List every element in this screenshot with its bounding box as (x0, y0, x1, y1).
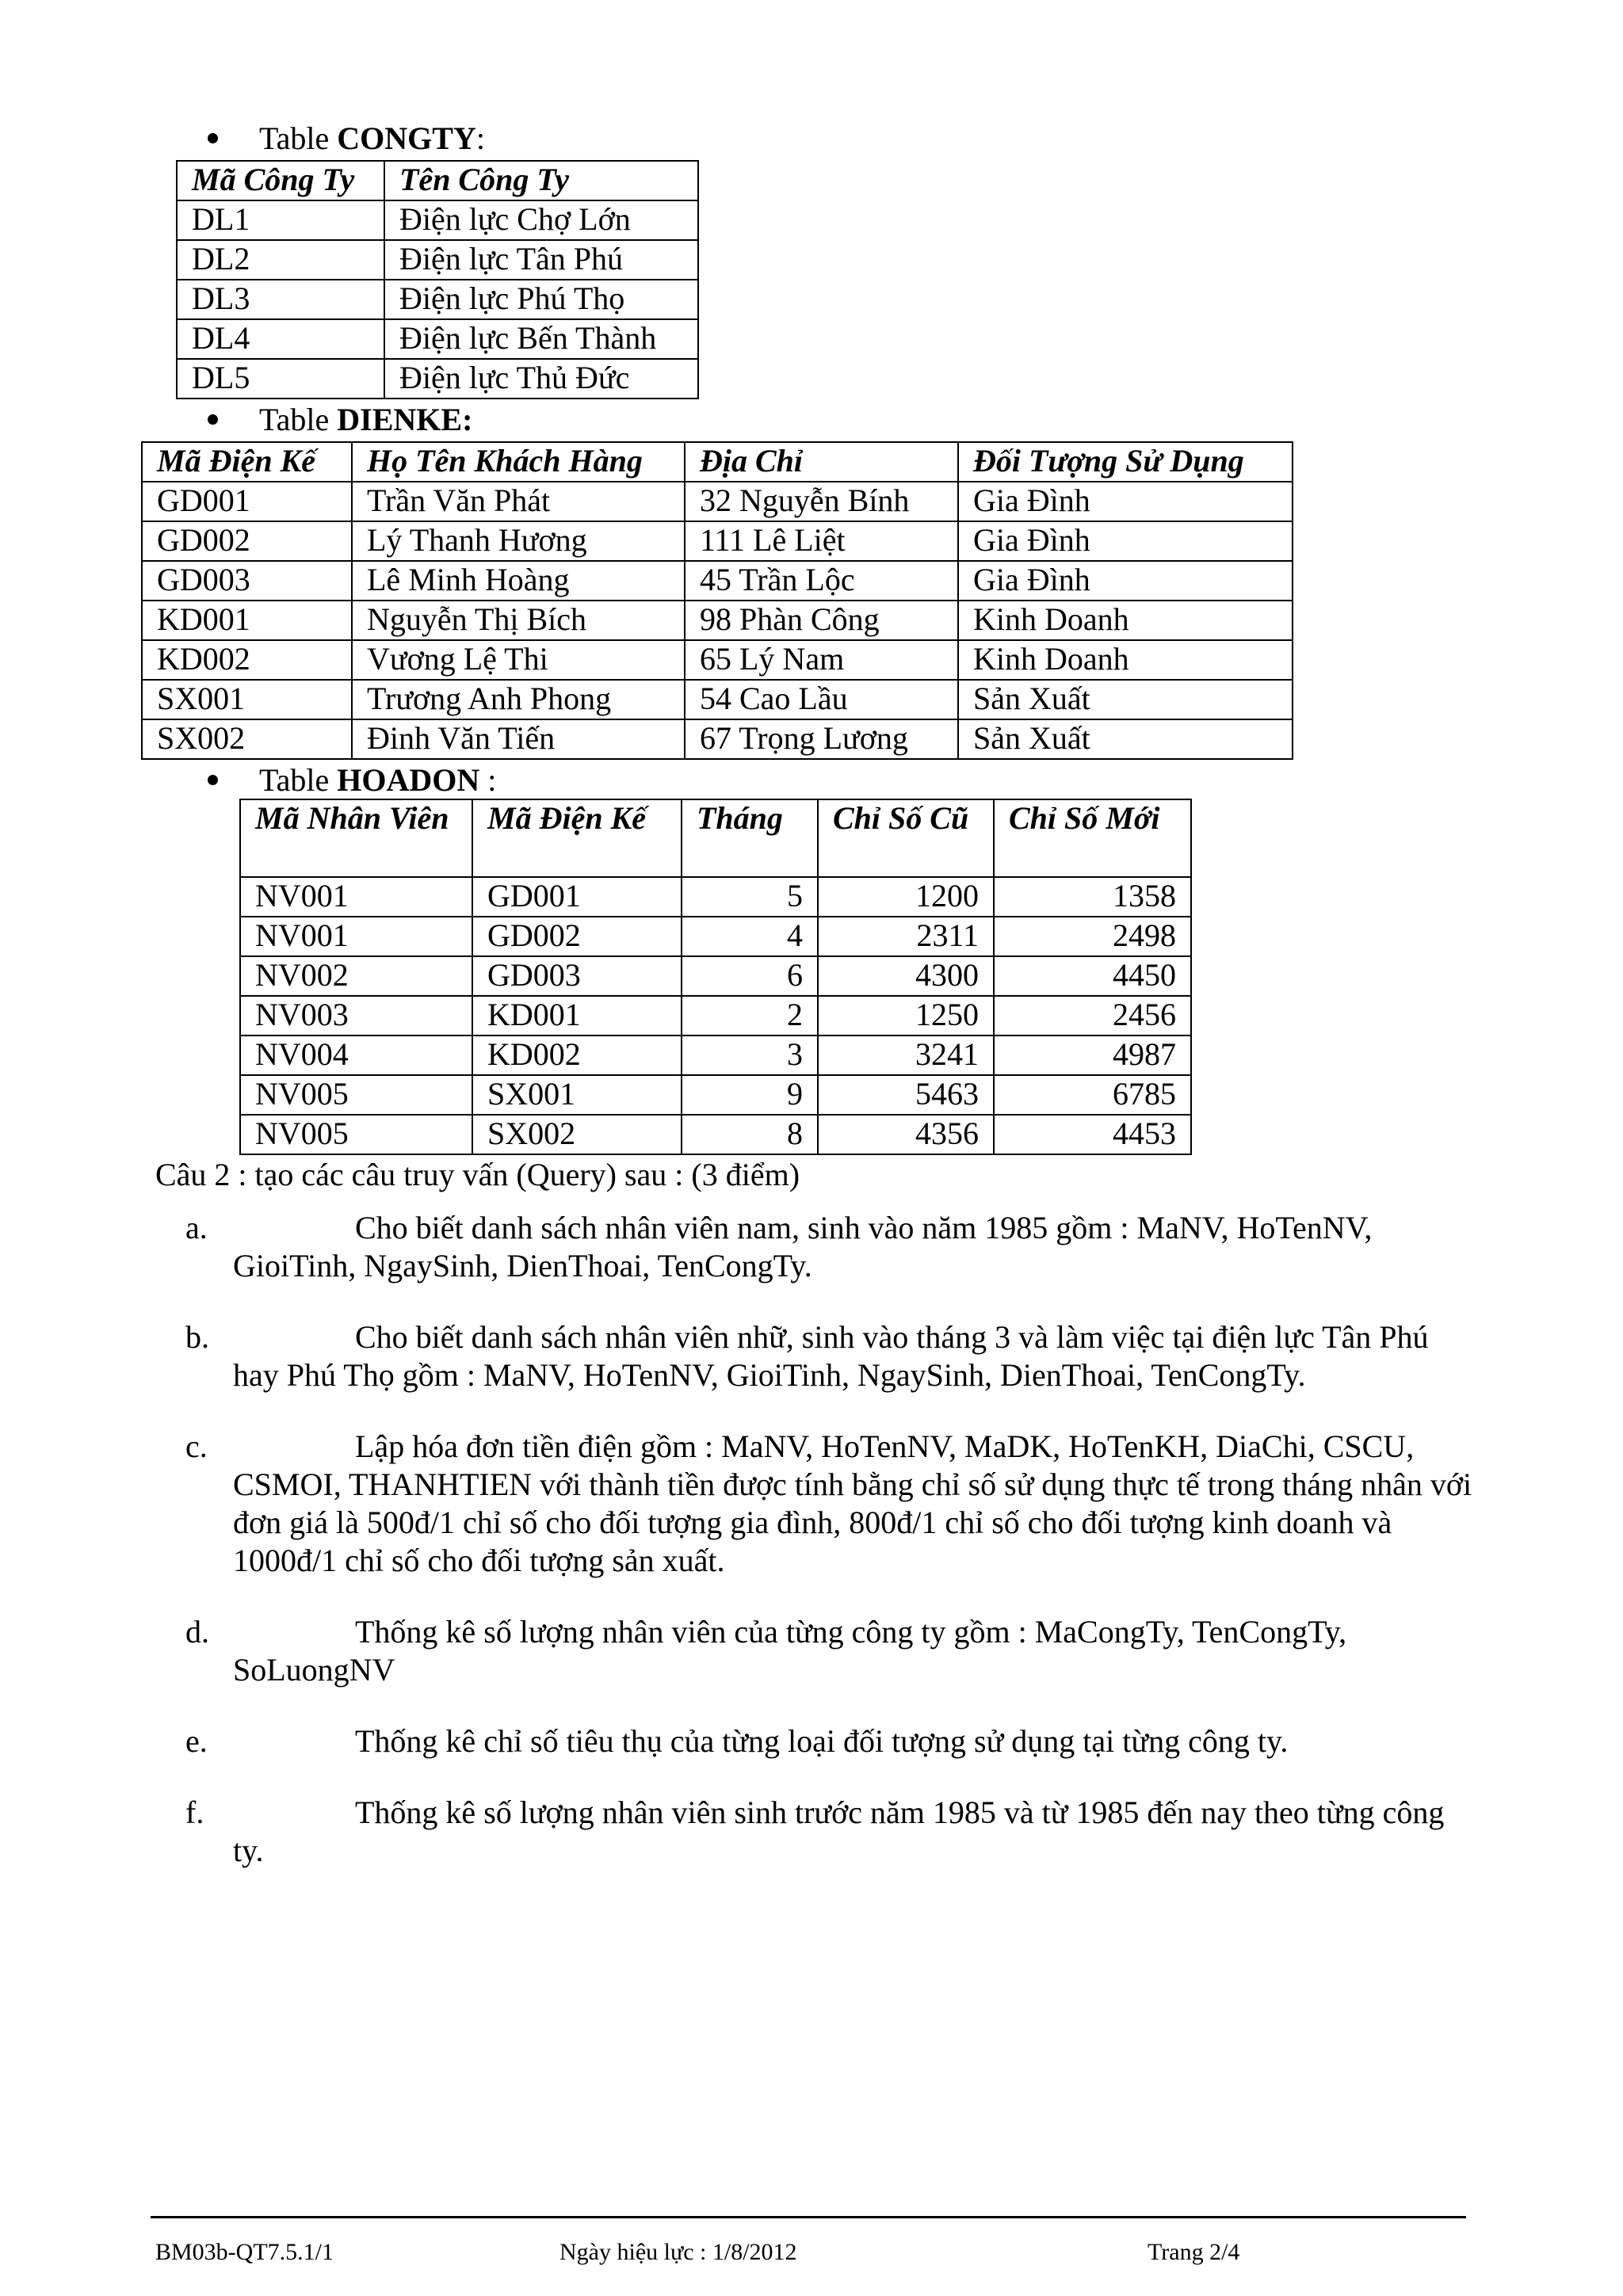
question-letter: a. (185, 1210, 208, 1245)
table-cell: Trần Văn Phát (352, 482, 685, 521)
table-cell: SX001 (472, 1075, 682, 1115)
table-cell: GD001 (472, 877, 682, 917)
table-cell: KD002 (142, 640, 352, 680)
table-row (240, 1035, 1191, 1075)
table-cell: Điện lực Phú Thọ (384, 280, 698, 319)
table-row (240, 1115, 1191, 1154)
table-cell: 2 (682, 996, 818, 1035)
table-cell: Kinh Doanh (958, 601, 1293, 640)
table-cell: 1200 (818, 877, 994, 917)
table-cell: 65 Lý Nam (685, 640, 958, 680)
table-cell: 5 (682, 877, 818, 917)
table-cell: NV001 (240, 877, 472, 917)
question-letter: d. (185, 1614, 209, 1650)
table-cell: KD001 (142, 601, 352, 640)
table-cell: Sản Xuất (958, 719, 1293, 759)
table-cell: Điện lực Bến Thành (384, 319, 698, 359)
table-cell: 4300 (818, 956, 994, 996)
column-header: Chỉ Số Mới (994, 799, 1191, 877)
table-cell: Đinh Văn Tiến (352, 719, 685, 759)
table-cell: 8 (682, 1115, 818, 1154)
table-row (240, 996, 1191, 1035)
table-header-row (240, 799, 1191, 877)
table-row (142, 601, 1293, 640)
table-cell: NV004 (240, 1035, 472, 1075)
table-row (177, 319, 698, 359)
column-header: Mã Công Ty (177, 161, 384, 200)
table-cell: DL3 (177, 280, 384, 319)
table-cell: 54 Cao Lầu (685, 680, 958, 719)
table-cell: DL5 (177, 359, 384, 399)
question-text: Cho biết danh sách nhân viên nhữ, sinh vào tháng 3 và làm việc tại điện lực Tân Phú hay Phú Thọ gồm : MaNV, HoTenNV, GioiTinh, NgaySinh, DienThoai, TenCongTy. (233, 1319, 1429, 1393)
hoadon-label: Table HOADON : (208, 761, 496, 800)
question-text: Thống kê số lượng nhân viên sinh trước năm 1985 và từ 1985 đến nay theo từng công ty. (233, 1794, 1445, 1868)
bullet-icon (208, 775, 218, 785)
column-header: Chỉ Số Cũ (818, 799, 994, 877)
table-header-row (142, 442, 1293, 482)
congty-label: Table CONGTY: (208, 119, 485, 158)
table-cell: Kinh Doanh (958, 640, 1293, 680)
question-letter: f. (185, 1794, 204, 1830)
table-cell: Nguyễn Thị Bích (352, 601, 685, 640)
table-cell: GD002 (472, 917, 682, 956)
footer-divider (151, 2216, 1466, 2218)
table-cell: NV002 (240, 956, 472, 996)
table-cell: DL4 (177, 319, 384, 359)
question-text: Cho biết danh sách nhân viên nam, sinh vào năm 1985 gồm : MaNV, HoTenNV, GioiTinh, NgaySinh, DienThoai, TenCongTy. (233, 1210, 1373, 1283)
column-header: Mã Nhân Viên (240, 799, 472, 877)
table-cell: Vương Lệ Thi (352, 640, 685, 680)
question-letter: e. (185, 1723, 208, 1759)
congty-table (176, 160, 699, 399)
bullet-icon (208, 414, 218, 425)
table-cell: GD003 (142, 561, 352, 601)
table-cell: Lý Thanh Hương (352, 521, 685, 561)
question-text: Lập hóa đơn tiền điện gồm : MaNV, HoTenNV, MaDK, HoTenKH, DiaChi, CSCU, CSMOI, THANHTIEN với thành tiền được tính bằng chỉ số sử dụng thực tế trong tháng nhân với đơn giá là 500đ/1 chỉ số cho đối tượng gia đình, 800đ/1 chỉ số cho đối tượng kinh doanh và 1000đ/1 chỉ số cho đối tượng sản xuất. (233, 1428, 1472, 1578)
table-cell: 32 Nguyễn Bính (685, 482, 958, 521)
table-cell: 4356 (818, 1115, 994, 1154)
table-cell: 4987 (994, 1035, 1191, 1075)
table-cell: KD002 (472, 1035, 682, 1075)
table-cell: 4453 (994, 1115, 1191, 1154)
table-cell: 2498 (994, 917, 1191, 956)
table-cell: GD002 (142, 521, 352, 561)
question-heading: Câu 2 : tạo các câu truy vấn (Query) sau : (3 điểm) (155, 1157, 800, 1192)
table-cell: 5463 (818, 1075, 994, 1115)
table-cell: SX001 (142, 680, 352, 719)
table-row (142, 482, 1293, 521)
question-letter: c. (185, 1428, 208, 1464)
question-text: Thống kê số lượng nhân viên của từng công ty gồm : MaCongTy, TenCongTy, SoLuongNV (233, 1614, 1347, 1688)
question-text: Thống kê chỉ số tiêu thụ của từng loại đối tượng sử dụng tại từng công ty. (355, 1723, 1289, 1759)
bullet-icon (208, 133, 218, 143)
table-row (177, 200, 698, 240)
table-cell: Sản Xuất (958, 680, 1293, 719)
question-letter: b. (185, 1319, 209, 1355)
table-row (177, 240, 698, 280)
table-cell: 6785 (994, 1075, 1191, 1115)
dienke-label: Table DIENKE: (208, 400, 472, 440)
table-cell: Lê Minh Hoàng (352, 561, 685, 601)
table-cell: 111 Lê Liệt (685, 521, 958, 561)
table-cell: 45 Trần Lộc (685, 561, 958, 601)
column-header: Mã Điện Kế (142, 442, 352, 482)
table-cell: NV005 (240, 1075, 472, 1115)
table-cell: 4 (682, 917, 818, 956)
column-header: Mã Điện Kế (472, 799, 682, 877)
footer-page-number: Trang 2/4 (1148, 2239, 1240, 2265)
table-row (142, 719, 1293, 759)
table-cell: Điện lực Tân Phú (384, 240, 698, 280)
table-cell: 98 Phàn Công (685, 601, 958, 640)
table-cell: GD003 (472, 956, 682, 996)
table-row (142, 521, 1293, 561)
table-cell: SX002 (472, 1115, 682, 1154)
table-row (142, 640, 1293, 680)
table-cell: NV005 (240, 1115, 472, 1154)
table-cell: Điện lực Thủ Đức (384, 359, 698, 399)
table-cell: Gia Đình (958, 561, 1293, 601)
table-cell: 2311 (818, 917, 994, 956)
table-cell: 1250 (818, 996, 994, 1035)
table-row (240, 1075, 1191, 1115)
table-cell: NV001 (240, 917, 472, 956)
footer-effective-date: Ngày hiệu lực : 1/8/2012 (559, 2239, 797, 2265)
table-header-row (177, 161, 698, 200)
column-header: Tháng (682, 799, 818, 877)
table-row (177, 359, 698, 399)
table-cell: 4450 (994, 956, 1191, 996)
column-header: Đối Tượng Sử Dụng (958, 442, 1293, 482)
table-cell: 9 (682, 1075, 818, 1115)
column-header: Họ Tên Khách Hàng (352, 442, 685, 482)
table-cell: Điện lực Chợ Lớn (384, 200, 698, 240)
table-cell: Gia Đình (958, 521, 1293, 561)
dienke-table (141, 441, 1293, 760)
table-cell: Trương Anh Phong (352, 680, 685, 719)
hoadon-table (239, 799, 1192, 1155)
table-row (240, 917, 1191, 956)
footer-form-code: BM03b-QT7.5.1/1 (155, 2239, 334, 2265)
table-row (240, 956, 1191, 996)
table-row (142, 680, 1293, 719)
table-cell: 3 (682, 1035, 818, 1075)
table-cell: 2456 (994, 996, 1191, 1035)
table-cell: 3241 (818, 1035, 994, 1075)
table-row (142, 561, 1293, 601)
column-header: Tên Công Ty (384, 161, 698, 200)
table-cell: DL1 (177, 200, 384, 240)
table-cell: 6 (682, 956, 818, 996)
table-cell: 67 Trọng Lương (685, 719, 958, 759)
table-cell: DL2 (177, 240, 384, 280)
column-header: Địa Chỉ (685, 442, 958, 482)
table-cell: NV003 (240, 996, 472, 1035)
table-row (177, 280, 698, 319)
table-row (240, 877, 1191, 917)
table-cell: GD001 (142, 482, 352, 521)
table-cell: Gia Đình (958, 482, 1293, 521)
table-cell: KD001 (472, 996, 682, 1035)
table-cell: SX002 (142, 719, 352, 759)
table-cell: 1358 (994, 877, 1191, 917)
